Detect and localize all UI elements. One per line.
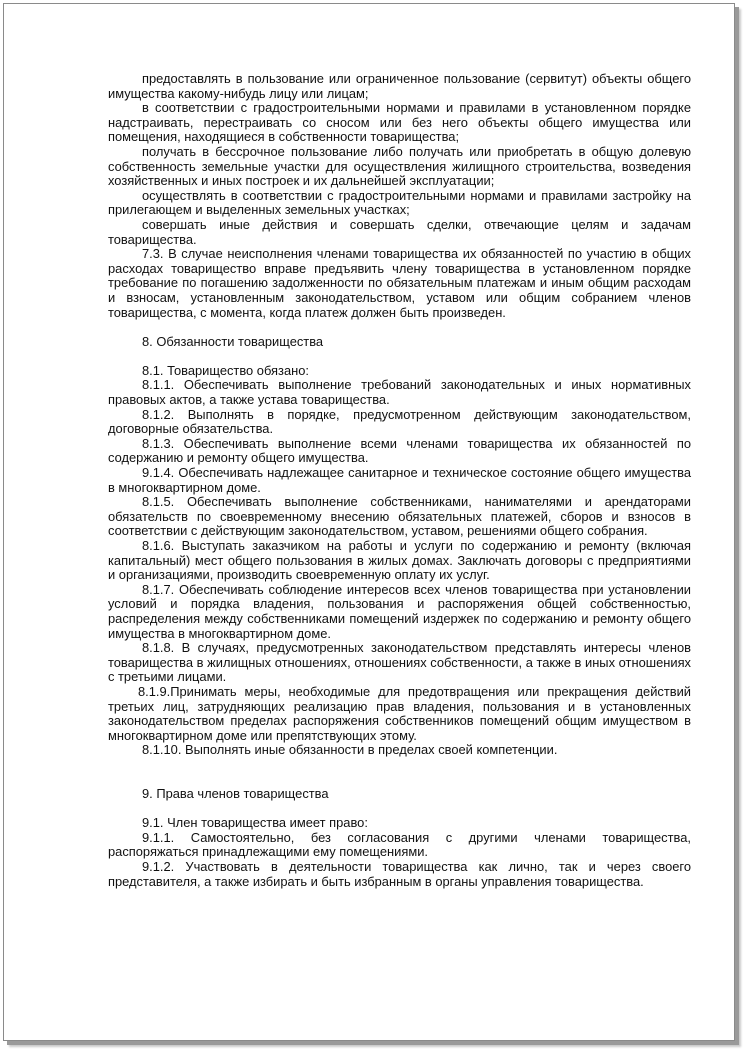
paragraph: получать в бессрочное пользование либо получать или приобретать в общую долевую собственность земельные участки для осуществления жилищного строительства, возведения хозяйственных и иных построек и их дальнейшей эксплуатации; [108,143,691,189]
spacer [108,802,691,817]
spacer [108,349,691,364]
section-8-heading: 8. Обязанности товарищества [142,333,324,349]
spacer [108,320,691,335]
paragraph: предоставлять в пользование или ограниченное пользование (сервитут) объекты общего имущества какому-нибудь лицу или лицам; [108,71,691,101]
paragraph: 8.1.5. Обеспечивать выполнение собственниками, нанимателями и арендаторами обязательств по своевременному внесению обязательных платежей, сборов и взносов в соответствии с действующим законодательством, уставом, решениями общего собрания. [108,494,691,539]
paragraph: 8.1.2. Выполнять в порядке, предусмотренном действующим законодательством, договорные обязательства. [108,406,691,437]
paragraph: 8.1.1. Обеспечивать выполнение требований законодательных и иных нормативных правовых актов, а также устава товарищества. [108,377,691,408]
document-text [108,72,691,889]
paragraph: 9.1.1. Самостоятельно, без согласования с другими членами товарищества, распоряжаться принадлежащими ему помещениями. [108,829,691,860]
section-9-heading: 9. Права членов товарищества [142,786,329,802]
document-page [3,3,735,1041]
paragraph: 9.1.2. Участвовать в деятельности товарищества как лично, так и через своего представителя, а также избирать и быть избранным в органы управления товарищества. [108,859,691,889]
paragraph: 8.1. Товарищество обязано: [142,362,309,378]
paragraph: 8.1.8. В случаях, предусмотренных законодательством представлять интересы членов товарищества в жилищных отношениях, отношениях собственности, а также в иных отношениях с третьими лицами. [108,640,691,685]
paragraph: 7.3. В случае неисполнения членами товарищества их обязанностей по участию в общих расходах товарищество вправе предъявить члену товарищества в установленном порядке требование по погашению задолженности по обязательным платежам и иным общим расходам и взносам, установленным законодательством, уставом или общим собранием членов товарищества, с момента, когда платеж должен быть произведен. [108,246,691,320]
paragraph: 8.1.7. Обеспечивать соблюдение интересов всех членов товарищества при установлении условий и порядка владения, пользования и распоряжения общей собственностью, распределения между собственниками помещений издержек по содержанию и ремонту общего имущества в многоквартирном доме. [108,581,691,641]
paragraph: 8.1.3. Обеспечивать выполнение всеми членами товарищества их обязанностей по содержанию и ремонту общего имущества. [108,435,691,466]
paragraph: 8.1.6. Выступать заказчиком на работы и услуги по содержанию и ремонту (включая капитальный) мест общего пользования в жилых домах. Заключать договоры с предприятиями и организациями, производить своевременную оплату их услуг. [108,538,691,583]
paragraph: совершать иные действия и совершать сделки, отвечающие целям и задачам товарищества. [108,216,691,247]
paragraph: в соответствии с градостроительными нормами и правилами в установленном порядке надстраивать, перестраивать со сносом или без него объекты общего имущества или помещения, находящиеся в собственности товарищества; [108,100,691,145]
paragraph: 8.1.10. Выполнять иные обязанности в пределах своей компетенции. [142,742,558,758]
paragraph: осуществлять в соответствии с градостроительными нормами и правилами застройку на прилегающем и выделенных земельных участках; [108,187,691,218]
paragraph: 9.1.4. Обеспечивать надлежащее санитарное и техническое состояние общего имущества в многоквартирном доме. [108,465,691,495]
paragraph: 8.1.9.Принимать меры, необходимые для предотвращения или прекращения действий третьих лиц, затрудняющих реализацию прав владения, пользования и в установленных законодательством пределах распоряжения собственников помещений общим имуществом в многоквартирном доме или препятствующих этому. [108,683,691,743]
spacer [108,758,691,787]
paragraph: 9.1. Член товарищества имеет право: [142,815,368,831]
